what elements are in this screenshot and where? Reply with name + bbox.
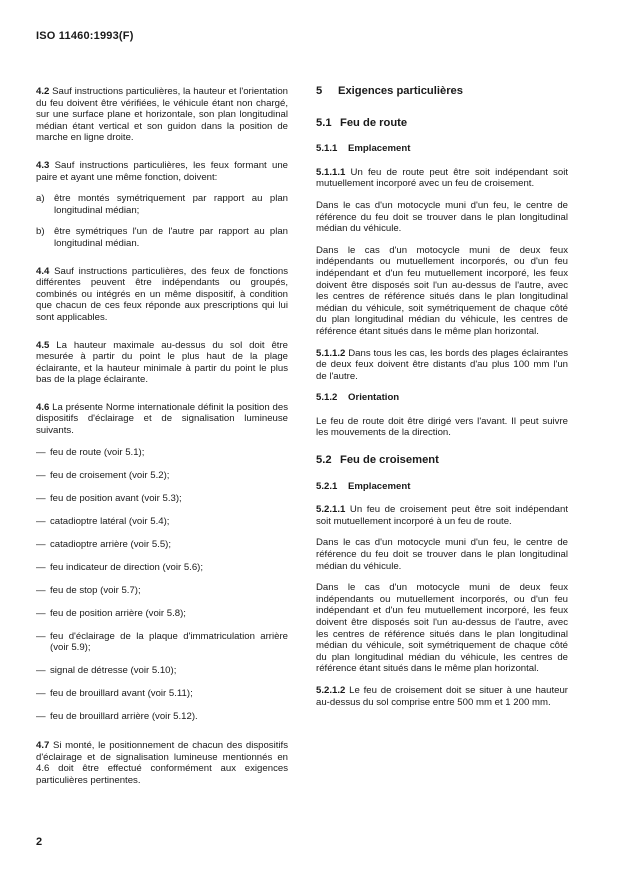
- clause-4-7: [36, 740, 288, 786]
- page-number: 2: [36, 836, 43, 848]
- heading-title: Feu de croisement: [340, 454, 439, 467]
- heading-number: 5.1.2: [316, 392, 338, 404]
- dash-mark: —: [36, 665, 46, 677]
- paragraph: Le feu de route doit être dirigé vers l'avant. Il peut suivre les mouvements de la direction.: [316, 415, 568, 439]
- heading-number: 5: [316, 85, 323, 97]
- section-5-1-1-heading: [316, 143, 568, 155]
- clause-number: 4.2: [36, 86, 50, 97]
- dash-mark: —: [36, 711, 46, 723]
- clause-text: Dans tous les cas, les bords des plages éclairantes de deux feux doivent être distants d'au plus 100 mm l'un de l'autre.: [316, 347, 568, 382]
- dash-mark: —: [36, 607, 46, 619]
- list-item: [36, 562, 288, 574]
- page-header: ISO 11460:1993(F): [36, 30, 134, 42]
- section-5-2-heading: [316, 455, 568, 467]
- list-text: catadioptre arrière (voir 5.5);: [50, 538, 172, 550]
- clause-text: Sauf instructions particulières, les feux formant une paire et ayant une même fonction, doivent:: [36, 159, 288, 183]
- section-5-heading: [316, 86, 568, 98]
- clause-text: Un feu de croisement peut être soit indépendant soit mutuellement incorporé à un feu de route.: [316, 504, 568, 527]
- list-text: être montés symétriquement par rapport au plan longitudinal médian;: [54, 193, 288, 216]
- dash-mark: —: [36, 446, 46, 458]
- section-5-2-1-heading: [316, 481, 568, 493]
- list-item: [36, 493, 288, 505]
- list-item: [36, 711, 288, 723]
- list-item: [36, 470, 288, 482]
- clause-number: 4.5: [36, 339, 50, 351]
- dash-mark: —: [36, 492, 46, 504]
- left-column: [36, 86, 288, 796]
- clause-number: 4.3: [36, 159, 50, 171]
- list-text: être symétriques l'un de l'autre par rapport au plan longitudinal médian.: [54, 226, 288, 249]
- list-text: catadioptre latéral (voir 5.4);: [50, 515, 170, 527]
- heading-title: Exigences particulières: [338, 85, 463, 97]
- clause-text: Un feu de route peut être soit indépendant soit mutuellement incorporé avec un feu de croisement.: [316, 166, 568, 190]
- heading-number: 5.2: [316, 454, 332, 467]
- list-item: [36, 608, 288, 620]
- list-text: feu indicateur de direction (voir 5.6);: [50, 561, 204, 573]
- clause-number: 4.6: [36, 401, 50, 413]
- list-text: feu de brouillard arrière (voir 5.12).: [50, 711, 198, 723]
- clause-4-3: [36, 160, 288, 183]
- dash-mark: —: [36, 469, 46, 481]
- heading-title: Orientation: [348, 392, 400, 404]
- section-5-1-2-heading: [316, 392, 568, 404]
- clause-text: La hauteur maximale au-dessus du sol doit être mesurée à partir du point le plus haut de la plage éclairante, et la hauteur minimale à partir du point le plus bas de la plage éclairante.: [36, 339, 288, 386]
- list-item: [36, 631, 288, 654]
- dash-mark: —: [36, 538, 46, 550]
- list-item: [36, 585, 288, 597]
- dash-mark: —: [36, 688, 46, 700]
- clause-5-1-1-1: [316, 167, 568, 190]
- clause-4-4: [36, 266, 288, 324]
- clause-number: 5.2.1.1: [316, 504, 346, 516]
- clause-4-3-list: [36, 193, 288, 249]
- paragraph: Dans le cas d'un motocycle muni de deux feux indépendants ou mutuellement incorporés, ou d'un feu indépendant et d'un feu mutuellement incorporé, les feux doivent être disposés soit l'un au-dessus de l'autre, avec les centres de référence situés dans le plan longitudinal médian du véhicule, soit symétriquement de chaque côté du plan longitudinal médian du véhicule, les centres de référence étant situés dans le même plan horizontal.: [316, 582, 568, 675]
- clause-5-2-1-1: [316, 504, 568, 527]
- list-item: [36, 665, 288, 677]
- list-text: signal de détresse (voir 5.10);: [50, 665, 177, 677]
- list-item: [36, 539, 288, 551]
- heading-title: Feu de route: [340, 116, 408, 129]
- heading-number: 5.2.1: [316, 480, 338, 492]
- list-text: feu d'éclairage de la plaque d'immatriculation arrière (voir 5.9);: [50, 630, 288, 654]
- section-5-1-heading: [316, 118, 568, 130]
- dash-mark: —: [36, 561, 46, 573]
- clause-text: Sauf instructions particulières, la hauteur et l'orientation du feu doivent être vérifiées, le véhicule étant non chargé, sur une surface plane et horizontale, son plan longitudinal médian étant vertical et son guidon dans la position de marche en ligne droite.: [36, 86, 288, 144]
- clause-number: 4.7: [36, 740, 50, 752]
- list-text: feu de position avant (voir 5.3);: [50, 492, 182, 504]
- list-label: b): [36, 226, 45, 238]
- clause-4-6: [36, 402, 288, 437]
- clause-text: La présente Norme internationale définit la position des dispositifs d'éclairage et de signalisation lumineuse suivants.: [36, 401, 288, 437]
- list-text: feu de croisement (voir 5.2);: [50, 469, 170, 481]
- clause-number: 5.1.1.2: [316, 347, 346, 359]
- paragraph: Dans le cas d'un motocycle muni de deux feux indépendants ou mutuellement incorporés, ou d'un feu indépendant et d'un feu mutuellement incorporé, les feux doivent être disposés soit l'un au-dessus de l'autre, avec les centres de référence situés dans le plan longitudinal médian du véhicule, soit symétriquement de chaque côté du plan longitudinal médian du véhicule, les centres de référence étant situés dans le même plan horizontal.: [316, 244, 568, 337]
- heading-number: 5.1.1: [316, 143, 338, 155]
- dash-mark: —: [36, 584, 46, 596]
- paragraph: Dans le cas d'un motocycle muni d'un feu, le centre de référence du feu doit se trouver dans le plan longitudinal médian du véhicule.: [316, 199, 568, 235]
- clause-number: 5.2.1.2: [316, 684, 346, 696]
- clause-text: Le feu de croisement doit se situer à une hauteur au-dessus du sol comprise entre 500 mm et 1 200 mm.: [316, 684, 568, 708]
- list-text: feu de brouillard avant (voir 5.11);: [50, 688, 193, 700]
- list-item: [36, 688, 288, 700]
- right-column: [316, 86, 568, 718]
- clause-text: Sauf instructions particulières, des feux de fonctions différentes peuvent être indépendants ou groupés, combinés ou intégrés en un même dispositif, à condition que chacun de ces feux réponde aux prescriptions qui lui sont applicables.: [36, 265, 288, 323]
- list-item: [36, 193, 288, 216]
- lamp-list: [36, 447, 288, 723]
- paragraph: Dans le cas d'un motocycle muni d'un feu, le centre de référence du feu doit se trouver dans le plan longitudinal médian du véhicule.: [316, 537, 568, 572]
- dash-mark: —: [36, 630, 46, 642]
- dash-mark: —: [36, 515, 46, 527]
- list-text: feu de route (voir 5.1);: [50, 446, 145, 458]
- list-item: [36, 447, 288, 459]
- list-text: feu de stop (voir 5.7);: [50, 584, 141, 596]
- list-label: a): [36, 193, 45, 205]
- list-text: feu de position arrière (voir 5.8);: [50, 607, 186, 619]
- list-item: [36, 516, 288, 528]
- heading-title: Emplacement: [348, 143, 411, 155]
- clause-number: 4.4: [36, 265, 50, 277]
- heading-number: 5.1: [316, 116, 332, 129]
- list-item: [36, 226, 288, 249]
- clause-4-5: [36, 340, 288, 386]
- clause-5-1-1-2: [316, 348, 568, 383]
- clause-4-2: [36, 86, 288, 144]
- clause-number: 5.1.1.1: [316, 166, 346, 178]
- clause-text: Si monté, le positionnement de chacun des dispositifs d'éclairage et de signalisation lumineuse mentionnés en 4.6 doit être effectué conformément aux exigences particulières pertinentes.: [36, 740, 288, 786]
- heading-title: Emplacement: [348, 480, 411, 492]
- clause-5-2-1-2: [316, 685, 568, 708]
